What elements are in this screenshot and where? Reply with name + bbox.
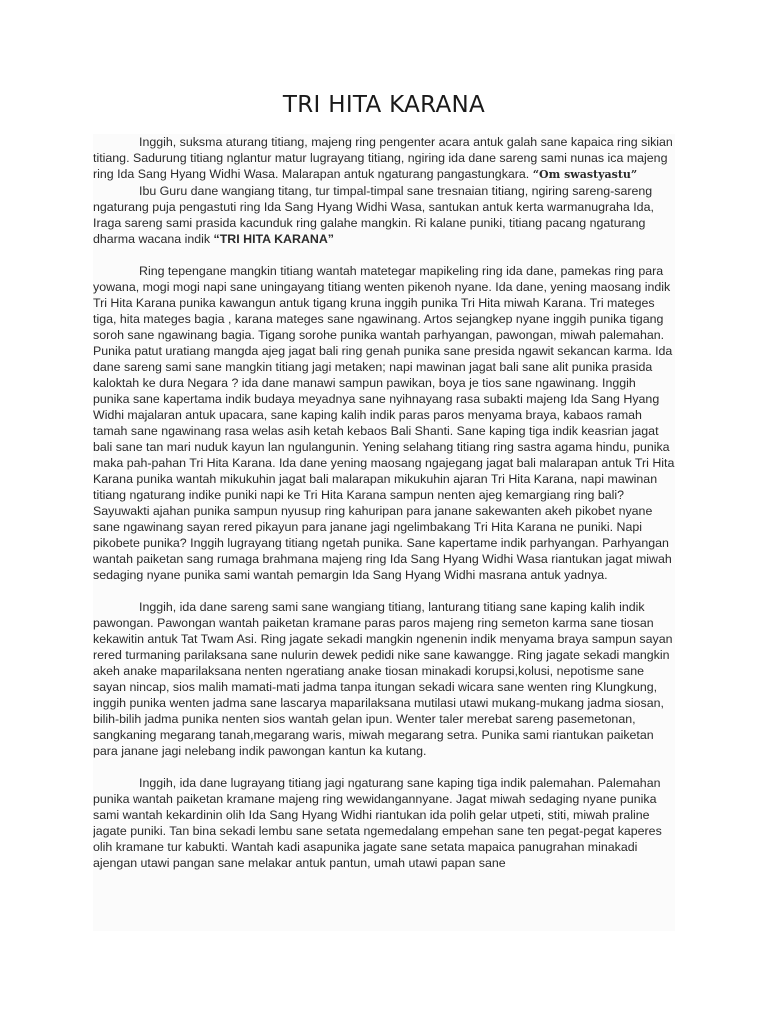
- paragraph-spacer: [93, 759, 675, 775]
- paragraph-spacer: [93, 247, 675, 263]
- greeting-om-swastyastu: “Om swastyastu”: [532, 168, 638, 181]
- paragraph-opening: [93, 134, 675, 183]
- paragraph-parhyangan-text: Ring tepengane mangkin titiang wantah matetegar mapikeling ring ida dane, pamekas ring para yowana, mogi mogi napi sane uningayang titiang wenten pikenoh nyane. Ida dane, yening maosang indik Tri Hita Karana punika kawangun antuk tigang kruna inggih punika Tri Hita miwah Karana. Tri mateges tiga, hita mateges bagia , karana mateges sane ngawinang. Artos sejangkep nyane inggih punika tigang soroh sane ngawinang bagia. Tigang sorohe punika wantah parhyangan, pawongan, miwah palemahan. Punika patut uratiang mangda ajeg jagat bali ring genah punika sane presida ngawit sekancan karma. Ida dane sareng sami sane mangkin titiang jagi metaken; napi mawinan jagat bali sane alit punika prasida kaloktah ke dura Negara ? ida dane manawi sampun pawikan, boya je tios sane ngawinang. Inggih punika sane kapertama indik budaya meyadnya sane nyihnayang rasa subakti majeng Ida Sang Hyang Widhi majalaran antuk upacara, sane kaping kalih indik paras paros menyama braya, kabaos ramah tamah sane ngawinang rasa welas asih ketah kebaos Bali Shanti. Sane kaping tiga indik keasrian jagat bali sane tan mari nuduk kayun lan ngulangunin. Yening selahang titiang ring sastra agama hindu, punika maka pah-pahan Tri Hita Karana. Ida dane yening maosang ngajegang jagat bali malarapan antuk Tri Hita Karana punika wantah mikukuhin jagat bali malarapan mikukuhin ajaran Tri Hita Karana, napi mawinan titiang ngaturang indike puniki napi ke Tri Hita Karana sampun nenten ajeg kemargiang ring bali? Sayuwakti ajahan punika sampun nyusup ring kahuripan para janane sakewanten akeh pikobet nyane sane ngawinang sayan rered pikayun para janane jagi ngelimbakang Tri Hita Karana ne puniki. Napi pikobete punika? Inggih lugrayang titiang ngetah punika. Sane kapertame indik parhyangan. Parhyangan wantah paiketan sang rumaga brahmana majeng ring Ida Sang Hyang Widhi Wasa riantukan jagat miwah sedaging nyane punika sami wantah pemargin Ida Sang Hyang Widhi masrana antuk yadnya.: [93, 264, 675, 582]
- document-body: [93, 134, 675, 931]
- paragraph-opening-text: Inggih, suksma aturang titiang, majeng ring pengenter acara antuk galah sane kapaica ring sikian titiang. Sadurung titiang nglantur matur lugrayang titiang, ngiring ida dane sareng sami nunas ica majeng ring Ida Sang Hyang Widhi Wasa. Malarapan antuk ngaturang pangastungkara.: [93, 135, 673, 181]
- paragraph-address-text: Ibu Guru dane wangiang titang, tur timpal-timpal sane tresnaian titiang, ngiring sareng-sareng ngaturang puja pengastuti ring Ida Sang Hyang Widhi Wasa, santukan antuk kerta warmanugraha Ida, Iraga sareng sami prasida kacunduk ring galahe mangkin. Ri kalane puniki, titiang pacang ngaturang dharma wacana indik: [93, 184, 654, 246]
- paragraph-palemahan: [93, 775, 675, 871]
- paragraph-address: [93, 183, 675, 247]
- paragraph-parhyangan: [93, 263, 675, 583]
- paragraph-palemahan-text: Inggih, ida dane lugrayang titiang jagi ngaturang sane kaping tiga indik palemahan. Palemahan punika wantah paiketan kramane majeng ring wewidangannyane. Jagat miwah sedaging nyane punika sami wantah kekardinin olih Ida Sang Hyang Widhi riantukan ida polih gelar utpeti, stiti, miwah praline jagate puniki. Tan bina sekadi lembu sane setata ngemedalang empehan sane ten pegat-pegat kaperes olih kramane tur kabukti. Wantah kadi asapunika jagate sane setata mapaica panugrahan minakadi ajengan utawi pangan sane melakar antuk pantun, umah utawi papan sane: [93, 776, 662, 870]
- speech-topic: “TRI HITA KARANA”: [213, 232, 334, 246]
- document-title: TRI HITA KARANA: [282, 92, 486, 118]
- paragraph-pawongan-text: Inggih, ida dane sareng sami sane wangiang titiang, lanturang titiang sane kaping kalih indik pawongan. Pawongan wantah paiketan kramane paras paros majeng ring semeton karma sane tiosan kekawitin antuk Tat Twam Asi. Ring jagate sekadi mangkin ngenenin indik menyama braya sampun sayan rered turmaning parilaksana sane nulurin dewek pedidi nike sane kawangge. Ring jagate sekadi mangkin akeh anake maparilaksana nenten ngeratiang anake tiosan minakadi korupsi,kolusi, nepotisme sane sayan nincap, sios malih mamati-mati jadma tanpa itungan sekadi wicara sane wenten ring Klungkung, inggih punika wenten jadma sane lascarya maparilaksana mutilasi utawi mukang-mukang jadma siosan, bilih-bilih jadma punika nenten sios wantah gelan ipun. Wenter taler merebat sareng pasemetonan, sangkaning megarang tanah,megarang waris, miwah megarang setra. Punika sami riantukan paiketan para janane jagi nelebang indik pawongan kantun ka kutang.: [93, 600, 673, 758]
- paragraph-spacer: [93, 583, 675, 599]
- paragraph-pawongan: [93, 599, 675, 759]
